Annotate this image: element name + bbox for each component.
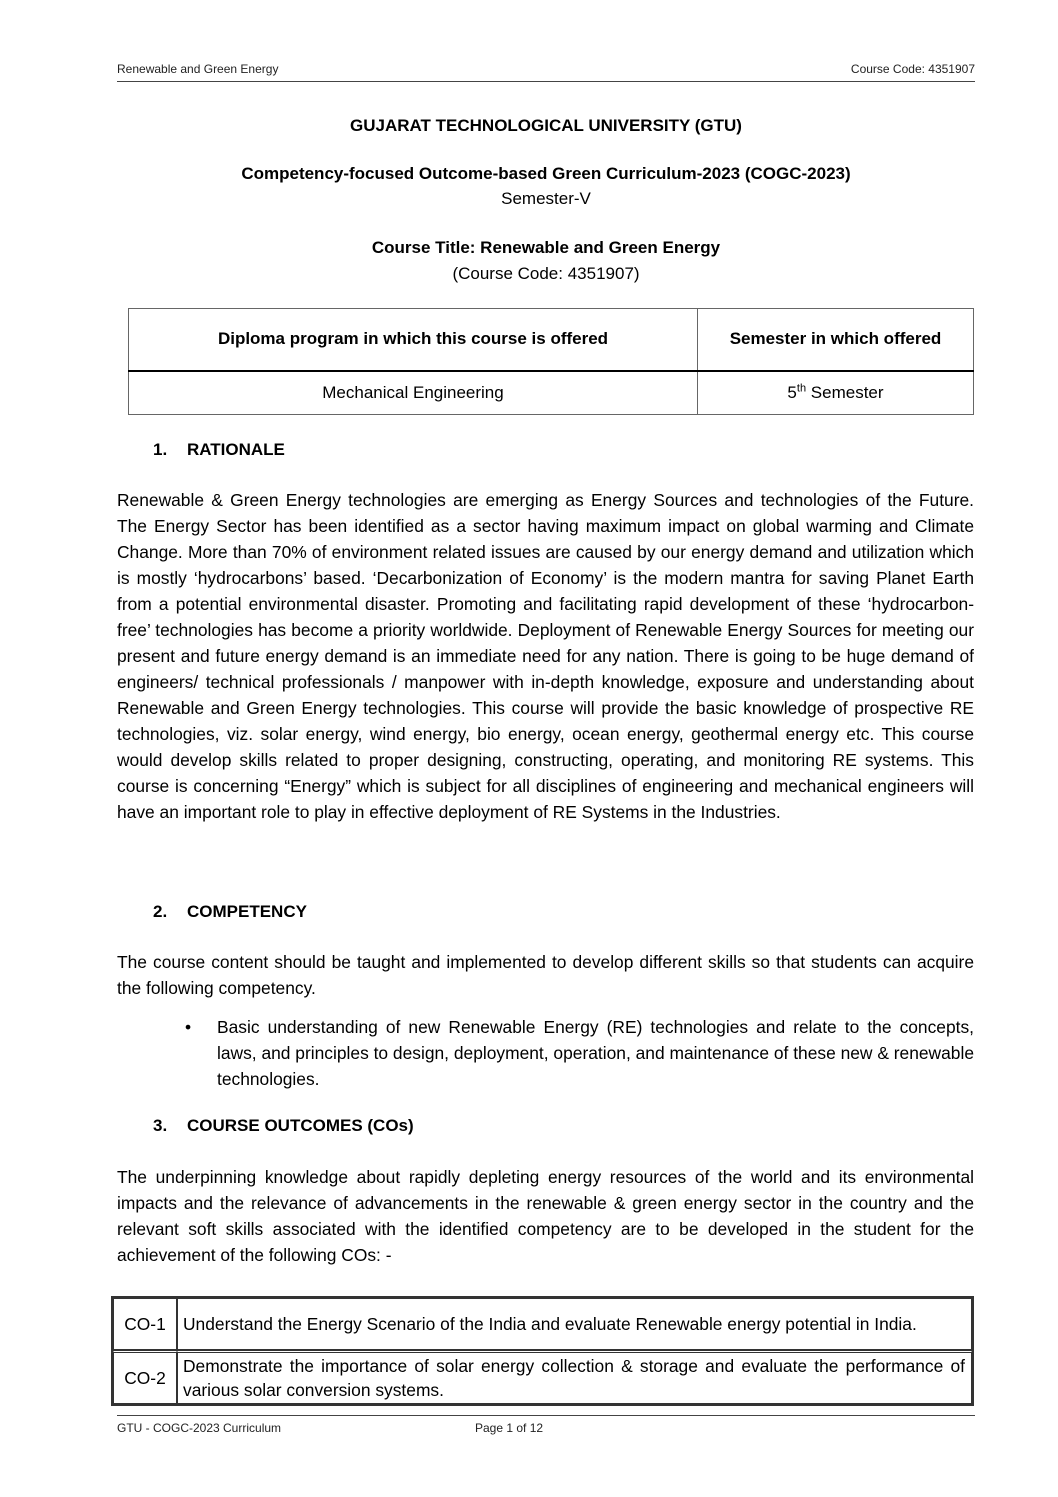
competency-bullet: • Basic understanding of new Renewable Energy (RE) technologies and relate to the concepts, laws, and principles to design, deployment, operation, and maintenance of these new & renewable technologies.	[185, 1014, 974, 1092]
program-table	[128, 308, 974, 415]
section-heading-rationale: 1. RATIONALE	[153, 440, 285, 459]
table-row	[129, 371, 974, 415]
co-description: Understand the Energy Scenario of the India and evaluate Renewable energy potential in India.	[177, 1298, 972, 1350]
running-footer	[117, 1415, 975, 1439]
column-header-semester: Semester in which offered	[698, 309, 974, 371]
bullet-icon: •	[185, 1017, 192, 1037]
rationale-paragraph: Renewable & Green Energy technologies are emerging as Energy Sources and technologies of the Future. The Energy Sector has been identified as a sector having maximum impact on global warming and Climate Change. More than 70% of environment related issues are caused by our energy demand and utilization which is mostly ‘hydrocarbons’ based. ‘Decarbonization of Economy’ is the modern mantra for saving Planet Earth from a potential environmental disaster. Promoting and facilitating rapid development of these ‘hydrocarbon-free’ technologies has become a priority worldwide. Deployment of Renewable Energy Sources for meeting our present and future energy demand is an immediate need for any nation. There is going to be huge demand of engineers/ technical professionals / manpower with in-depth knowledge, exposure and understanding about Renewable and Green Energy technologies. This course will provide the basic knowledge of prospective RE technologies, viz. solar energy, wind energy, bio energy, ocean energy, geothermal energy etc. This course would develop skills related to proper designing, constructing, operating, and monitoring RE systems. This course is concerning “Energy” which is subject for all disciplines of engineering and mechanical engineers will have an important role to play in effective deployment of RE Systems in the Industries.	[117, 490, 974, 822]
table-row	[113, 1350, 972, 1404]
course-outcomes-table	[111, 1296, 974, 1406]
co-code: CO-2	[113, 1350, 177, 1404]
header-course-name: Renewable and Green Energy	[117, 62, 279, 76]
header-course-code: Course Code: 4351907	[850, 62, 975, 76]
co-code: CO-1	[113, 1298, 177, 1350]
course-title: Course Title: Renewable and Green Energy	[371, 238, 721, 257]
header-rule	[117, 81, 975, 82]
section-heading-competency: 2. COMPETENCY	[153, 902, 307, 921]
program-cell: Mechanical Engineering	[129, 371, 698, 415]
program-table-header	[129, 309, 974, 371]
page-number: Page 1 of 12	[475, 1421, 544, 1435]
footer-curriculum: GTU - COGC-2023 Curriculum	[117, 1421, 282, 1435]
running-header	[117, 60, 975, 82]
co-description: Demonstrate the importance of solar energy collection & storage and evaluate the performance of various solar conversion systems.	[177, 1350, 972, 1404]
column-header-program: Diploma program in which this course is offered	[129, 309, 698, 371]
curriculum-title: Competency-focused Outcome-based Green Curriculum-2023 (COGC-2023)	[241, 164, 851, 183]
semester-cell: 5th Semester	[698, 371, 974, 415]
course-outcomes-paragraph: The underpinning knowledge about rapidly depleting energy resources of the world and its environmental impacts and the relevance of advancements in the renewable & green energy sector in the country and the relevant soft skills associated with the identified competency are to be developed in the student for the achievement of the following COs: -	[117, 1167, 974, 1265]
university-title: GUJARAT TECHNOLOGICAL UNIVERSITY (GTU)	[350, 116, 742, 135]
table-row	[113, 1298, 972, 1350]
section-heading-course-outcomes: 3. COURSE OUTCOMES (COs)	[153, 1116, 414, 1135]
course-code: (Course Code: 4351907)	[452, 264, 640, 283]
competency-paragraph: The course content should be taught and implemented to develop different skills so that students can acquire the following competency.	[117, 952, 974, 998]
semester-label: Semester-V	[501, 189, 591, 208]
